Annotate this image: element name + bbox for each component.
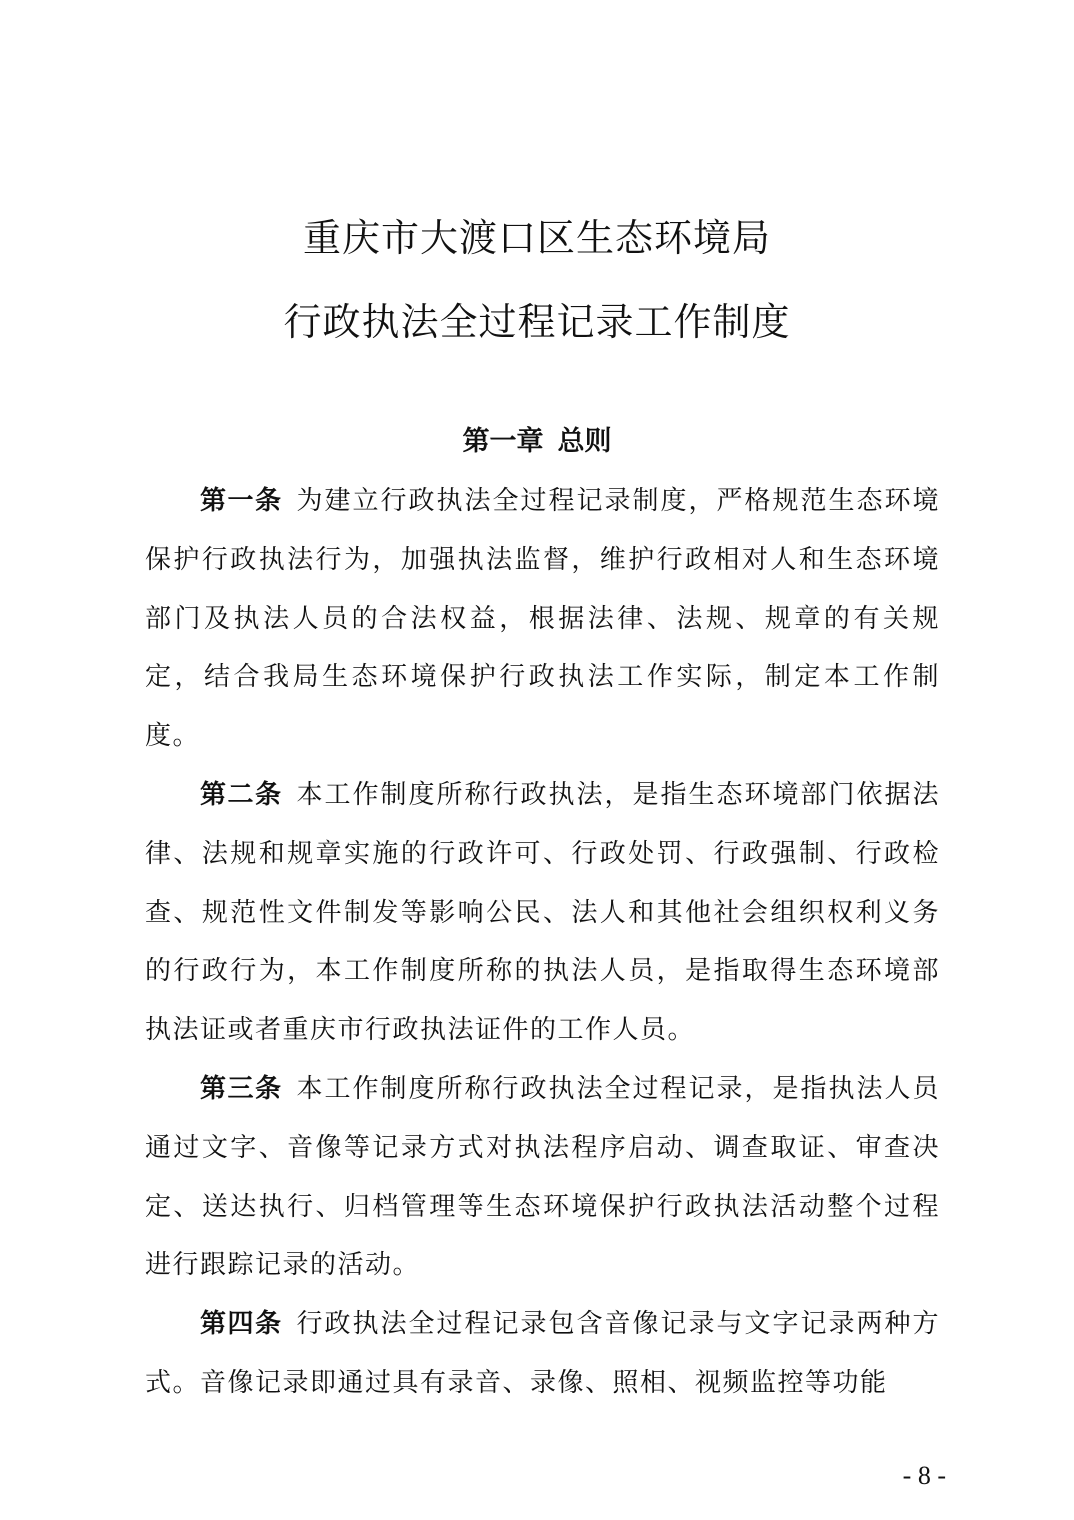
article-text: 本工作制度所称行政执法全过程记录，是指执法人员通过文字、音像等记录方式对执法程序启动、调查取证、审查决定、送达执行、归档管理等生态环境保护行政执法活动整个过程进行跟踪记录的活动。 [145, 1073, 940, 1281]
article-paragraph [145, 1295, 940, 1413]
article-label: 第四条 [200, 1309, 283, 1340]
article-label: 第三条 [200, 1073, 283, 1104]
article-label: 第二条 [200, 779, 283, 810]
document-title-line-2: 行政执法全过程记录工作制度 [283, 300, 791, 344]
article-text: 为建立行政执法全过程记录制度，严格规范生态环境保护行政执法行为，加强执法监督，维护行政相对人和生态环境部门及执法人员的合法权益，根据法律、法规、规章的有关规定，结合我局生态环境保护行政执法工作实际，制定本工作制度。 [145, 486, 940, 752]
document-title-line-1: 重庆市大渡口区生态环境局 [302, 216, 771, 260]
page-number: - 8 - [902, 1461, 946, 1490]
article-paragraph [145, 472, 940, 766]
article-text: 行政执法全过程记录包含音像记录与文字记录两种方式。音像记录即通过具有录音、录像、照相、视频监控等功能 [145, 1309, 940, 1398]
article-paragraph [145, 1060, 940, 1295]
article-label: 第一条 [200, 486, 283, 516]
chapter-name: 总则 [557, 426, 612, 457]
chapter-heading [0, 424, 1074, 460]
article-paragraph [145, 766, 940, 1060]
chapter-number: 第一章 [462, 426, 544, 457]
document-body [145, 472, 940, 1413]
article-text: 本工作制度所称行政执法，是指生态环境部门依据法律、法规和规章实施的行政许可、行政处罚、行政强制、行政检查、规范性文件制发等影响公民、法人和其他社会组织权利义务的行政行为，本工作制度所称的执法人员，是指取得生态环境部执法证或者重庆市行政执法证件的工作人员。 [145, 779, 940, 1046]
